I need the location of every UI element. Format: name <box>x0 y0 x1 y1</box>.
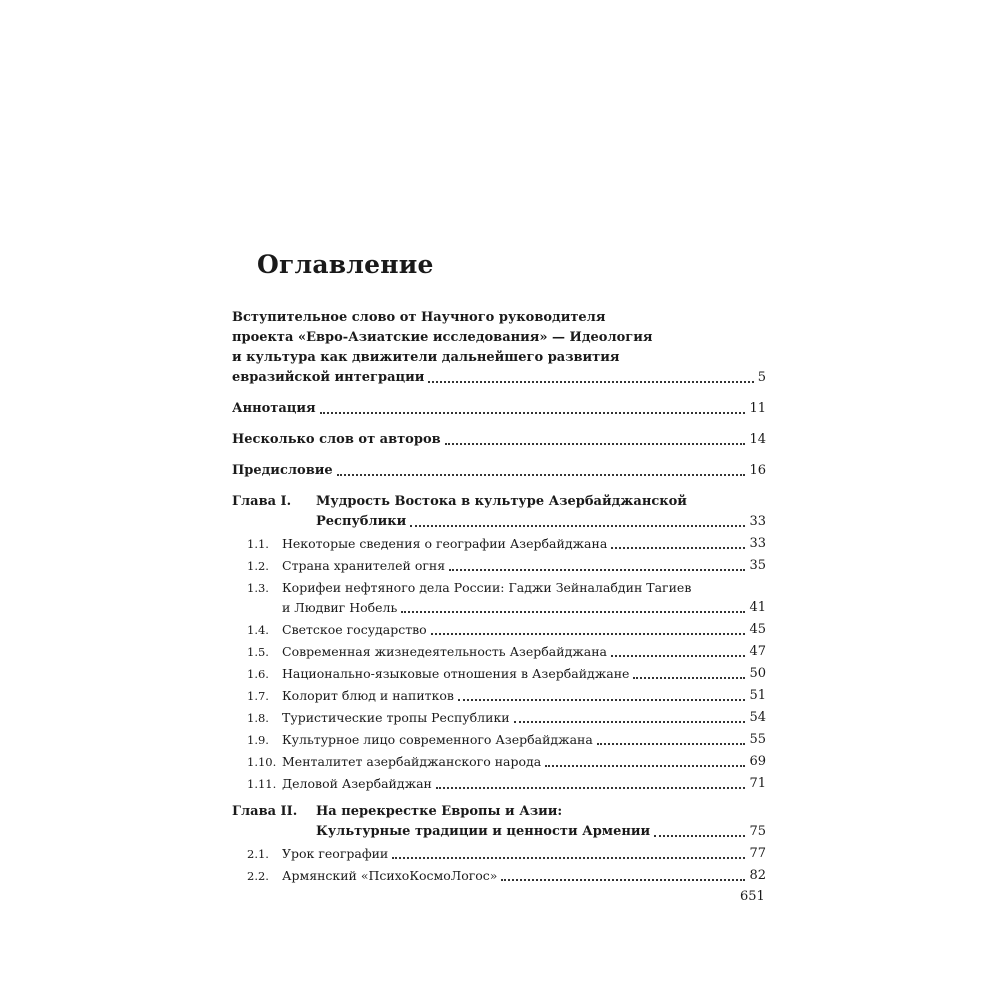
page-title: Оглавление <box>257 250 434 279</box>
dot-leader <box>445 442 746 445</box>
page-number: 33 <box>749 514 766 529</box>
section-title-line: Корифеи нефтяного дела России: Гаджи Зейналабдин Тагиев <box>282 580 692 595</box>
entry-title: Несколько слов от авторов <box>232 432 441 447</box>
dot-leader <box>545 764 745 767</box>
dot-leader <box>501 878 745 881</box>
section-number: 1.8. <box>247 711 269 725</box>
dot-leader <box>597 742 746 745</box>
dot-leader <box>428 380 753 383</box>
page-number: 51 <box>749 688 766 703</box>
toc-chapter-1 <box>232 492 766 794</box>
dot-leader <box>431 632 746 635</box>
dot-leader <box>392 856 745 859</box>
toc-section[interactable] <box>232 578 766 618</box>
toc-section[interactable] <box>232 664 766 684</box>
dot-leader <box>514 720 746 723</box>
chapter-title-line: Мудрость Востока в культуре Азербайджанской <box>316 494 687 509</box>
section-number: 2.2. <box>247 869 269 883</box>
chapter-label: Глава II. <box>232 804 298 819</box>
section-number: 1.4. <box>247 623 269 637</box>
section-title: Урок географии <box>282 846 389 861</box>
dot-leader <box>611 654 745 657</box>
page-number-footer: 651 <box>740 889 765 904</box>
section-title: Колорит блюд и напитков <box>282 688 454 703</box>
toc-entry-preface[interactable] <box>232 461 766 481</box>
page-number: 50 <box>749 666 766 681</box>
page-number: 75 <box>749 824 766 839</box>
section-number: 1.2. <box>247 559 269 573</box>
chapter-heading[interactable] <box>232 802 766 842</box>
toc-section[interactable] <box>232 556 766 576</box>
page-number: 35 <box>749 558 766 573</box>
toc-entry-annotation[interactable] <box>232 399 766 419</box>
page-number: 82 <box>749 868 766 883</box>
entry-line: и культура как движители дальнейшего развития <box>232 350 620 365</box>
chapter-title-line: На перекрестке Европы и Азии: <box>316 804 563 819</box>
dot-leader <box>449 568 745 571</box>
section-number: 1.3. <box>247 581 269 595</box>
entry-title: Аннотация <box>232 401 316 416</box>
section-number: 1.5. <box>247 645 269 659</box>
toc-section[interactable] <box>232 752 766 772</box>
toc-section[interactable] <box>232 686 766 706</box>
entry-line: евразийской интеграции <box>232 370 425 385</box>
toc-entry-authors-note[interactable] <box>232 430 766 450</box>
dot-leader <box>410 524 745 527</box>
table-of-contents <box>232 308 766 890</box>
chapter-heading[interactable] <box>232 492 766 532</box>
section-title: Современная жизнедеятельность Азербайджана <box>282 644 608 659</box>
dot-leader <box>320 411 746 414</box>
dot-leader <box>611 546 745 549</box>
page-number: 11 <box>749 401 766 416</box>
section-number: 1.10. <box>247 755 277 769</box>
section-title: Национально-языковые отношения в Азербайджане <box>282 666 630 681</box>
page-number: 5 <box>757 370 766 385</box>
toc-section[interactable] <box>232 620 766 640</box>
section-title: Туристические тропы Республики <box>282 710 510 725</box>
toc-entry-introduction[interactable] <box>232 308 766 388</box>
dot-leader <box>401 610 745 613</box>
chapter-title-line: Культурные традиции и ценности Армении <box>316 824 651 839</box>
dot-leader <box>436 786 746 789</box>
page-number: 69 <box>749 754 766 769</box>
section-title: Культурное лицо современного Азербайджана <box>282 732 593 747</box>
toc-section[interactable] <box>232 534 766 554</box>
page-number: 14 <box>749 432 766 447</box>
toc-section[interactable] <box>232 844 766 864</box>
toc-section[interactable] <box>232 866 766 886</box>
section-number: 1.1. <box>247 537 269 551</box>
page-number: 16 <box>749 463 766 478</box>
section-title: Светское государство <box>282 622 427 637</box>
section-title: Некоторые сведения о географии Азербайджана <box>282 536 608 551</box>
dot-leader <box>654 834 745 837</box>
entry-line: проекта «Евро-Азиатские исследования» — Идеология <box>232 330 653 345</box>
section-title: и Людвиг Нобель <box>282 600 398 615</box>
toc-section[interactable] <box>232 774 766 794</box>
page-number: 41 <box>749 600 766 615</box>
page-number: 33 <box>749 536 766 551</box>
page-number: 77 <box>749 846 766 861</box>
toc-section[interactable] <box>232 730 766 750</box>
entry-title: Предисловие <box>232 463 333 478</box>
section-title: Деловой Азербайджан <box>282 776 432 791</box>
page-number: 55 <box>749 732 766 747</box>
section-number: 1.6. <box>247 667 269 681</box>
page-number: 47 <box>749 644 766 659</box>
toc-section[interactable] <box>232 642 766 662</box>
dot-leader <box>337 473 746 476</box>
section-number: 1.7. <box>247 689 269 703</box>
section-title: Армянский «ПсихоКосмоЛогос» <box>282 868 498 883</box>
entry-line: Вступительное слово от Научного руководителя <box>232 310 606 325</box>
section-number: 1.11. <box>247 777 277 791</box>
dot-leader <box>458 698 746 701</box>
section-number: 1.9. <box>247 733 269 747</box>
chapter-title-line: Республики <box>316 514 407 529</box>
toc-section[interactable] <box>232 708 766 728</box>
page-number: 71 <box>749 776 766 791</box>
section-number: 2.1. <box>247 847 269 861</box>
chapter-label: Глава I. <box>232 494 292 509</box>
toc-chapter-2 <box>232 802 766 886</box>
dot-leader <box>633 676 745 679</box>
section-title: Менталитет азербайджанского народа <box>282 754 542 769</box>
page-number: 54 <box>749 710 766 725</box>
section-title: Страна хранителей огня <box>282 558 446 573</box>
page-number: 45 <box>749 622 766 637</box>
